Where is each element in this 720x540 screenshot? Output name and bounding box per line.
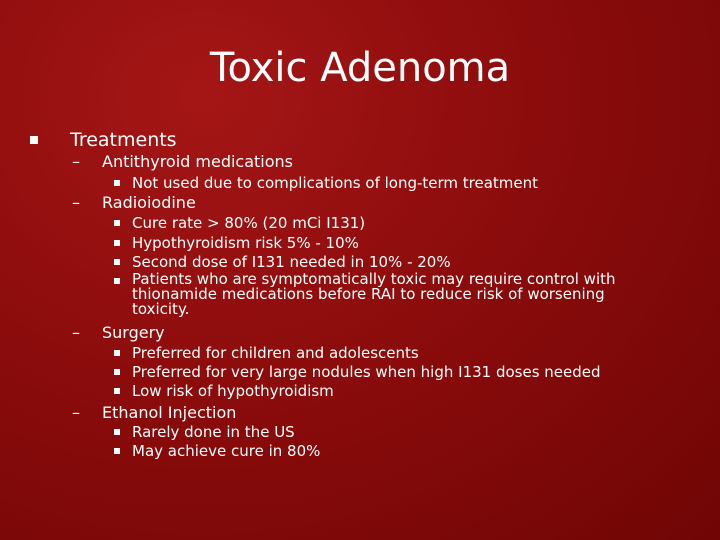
dash-bullet: – xyxy=(72,193,80,212)
list-item-text: Second dose of I131 needed in 10% - 20% xyxy=(132,253,451,271)
square-bullet-icon xyxy=(114,350,120,356)
list-item-text: Patients who are symptomatically toxic may require control with thionamide medications before RAI to reduce risk of worsening toxicity. xyxy=(132,270,616,318)
section-heading-label: Surgery xyxy=(102,323,165,342)
list-item-text: Cure rate > 80% (20 mCi I131) xyxy=(132,214,366,232)
section-heading-label: Antithyroid medications xyxy=(102,152,294,171)
square-bullet-icon xyxy=(114,448,120,454)
section-heading-label: Ethanol Injection xyxy=(102,403,237,422)
square-bullet-icon xyxy=(114,278,120,284)
list-item-text: Rarely done in the US xyxy=(132,423,295,441)
square-bullet-icon xyxy=(114,240,120,246)
square-bullet-icon xyxy=(114,259,120,265)
list-item-text: Not used due to complications of long-term treatment xyxy=(132,174,539,192)
square-bullet-icon xyxy=(114,429,120,435)
list-item-text: May achieve cure in 80% xyxy=(132,442,321,460)
section-heading-label: Radioiodine xyxy=(102,193,196,212)
slide-title: Toxic Adenoma xyxy=(209,45,511,91)
square-bullet-icon xyxy=(114,369,120,375)
square-bullet-icon xyxy=(114,180,120,186)
square-bullet-icon xyxy=(114,388,120,394)
dash-bullet: – xyxy=(72,323,80,342)
dash-bullet: – xyxy=(72,152,80,171)
square-bullet-icon xyxy=(114,220,120,226)
main-bullet-label: Treatments xyxy=(70,129,177,151)
list-item-text: Preferred for very large nodules when high I131 doses needed xyxy=(132,363,601,381)
dash-bullet: – xyxy=(72,403,80,422)
list-item-text: Hypothyroidism risk 5% - 10% xyxy=(132,234,359,252)
list-item-text: Low risk of hypothyroidism xyxy=(132,382,334,400)
square-bullet-icon xyxy=(30,136,38,144)
list-item-text: Preferred for children and adolescents xyxy=(132,344,419,362)
